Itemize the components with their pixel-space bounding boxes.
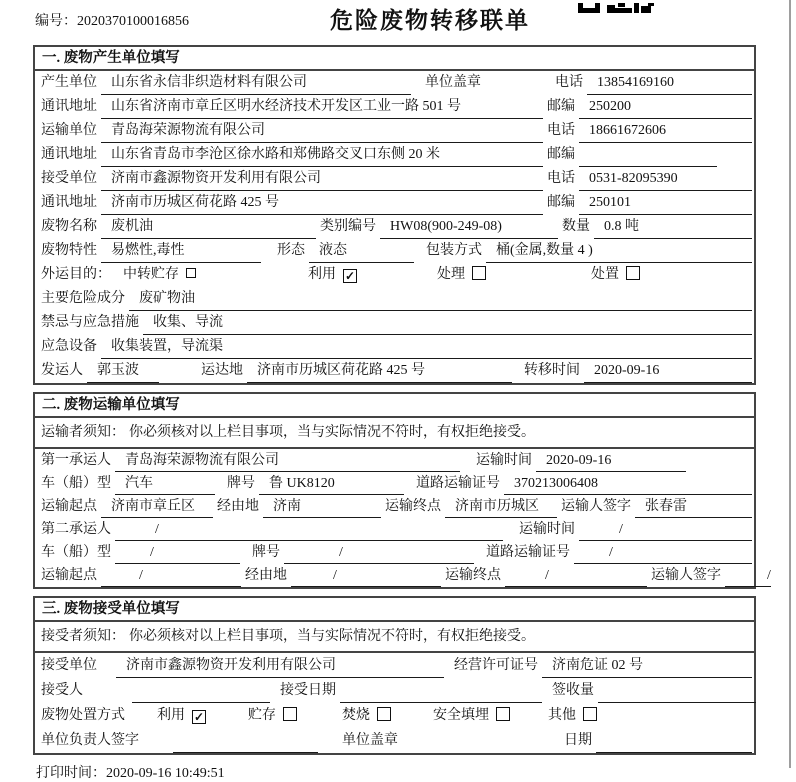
road-permit-label: 道路运输证号 bbox=[486, 545, 570, 560]
row-taboo bbox=[35, 311, 754, 335]
serial-number bbox=[35, 10, 189, 30]
via-label: 经由地 bbox=[217, 499, 259, 514]
category-label: 类别编号 bbox=[320, 219, 376, 234]
transfer-time-label: 转移时间 bbox=[524, 363, 580, 378]
row-waste-trait bbox=[35, 239, 754, 263]
receiver-label: 接受单位 bbox=[41, 171, 97, 186]
disposal-option-storage: 贮存 bbox=[248, 703, 297, 728]
address-label: 通讯地址 bbox=[41, 99, 97, 114]
qr-code-fragment-icon bbox=[578, 0, 658, 10]
packing-label: 包装方式 bbox=[426, 243, 482, 258]
address-label: 通讯地址 bbox=[41, 195, 97, 210]
date-label: 日期 bbox=[564, 733, 592, 748]
page-edge-divider bbox=[789, 0, 791, 768]
waste-name-value: 废机油 bbox=[101, 215, 316, 239]
category-code-value: HW08(900-249-08) bbox=[380, 215, 558, 239]
terminal2-value: / bbox=[505, 564, 647, 587]
date-value bbox=[596, 728, 752, 753]
acceptor-value bbox=[132, 678, 270, 703]
row-disposal bbox=[35, 703, 754, 728]
phone-label: 电话 bbox=[555, 75, 583, 90]
row-route2 bbox=[35, 564, 771, 587]
carrier-sign-label: 运输人签字 bbox=[561, 499, 631, 514]
disposal-label: 废物处置方式 bbox=[41, 708, 125, 723]
via1-value: 济南 bbox=[263, 495, 381, 518]
carrier-sign1-value: 张春雷 bbox=[635, 495, 752, 518]
receiver-address-value: 济南市历城区荷花路 425 号 bbox=[101, 191, 543, 215]
carrier2-label: 第二承运人 bbox=[41, 522, 111, 537]
receiver-value: 济南市鑫源物资开发利用有限公司 bbox=[101, 167, 543, 191]
transporter-phone-value: 18661672606 bbox=[579, 119, 752, 143]
destination-label: 运达地 bbox=[201, 363, 243, 378]
purpose-option-transfer-storage: 中转贮存 bbox=[123, 263, 196, 287]
equipment-label: 应急设备 bbox=[41, 339, 97, 354]
section-receiver bbox=[33, 596, 756, 755]
notice-text: 你必须核对以上栏目事项，当与实际情况不符时，有权拒绝接受。 bbox=[129, 425, 535, 440]
row-receiver bbox=[35, 167, 754, 191]
origin-label: 运输起点 bbox=[41, 568, 97, 583]
received-amount-label: 签收量 bbox=[552, 683, 594, 698]
notice-label: 接受者须知： bbox=[41, 629, 125, 644]
disposal-option-utilize: 利用 ✓ bbox=[157, 708, 205, 724]
receiver-phone-value: 0531-82095390 bbox=[579, 167, 752, 191]
purpose-option-dispose: 处置 bbox=[591, 263, 640, 287]
head-sign-value bbox=[173, 728, 318, 753]
terminal-label: 运输终点 bbox=[385, 499, 441, 514]
road-permit-label: 道路运输证号 bbox=[416, 476, 500, 491]
row-vehicle2 bbox=[35, 541, 754, 564]
disposal-option-incinerate: 焚烧 bbox=[342, 703, 391, 728]
via-label: 经由地 bbox=[245, 568, 287, 583]
seal-label: 单位盖章 bbox=[425, 75, 481, 90]
plate-label: 牌号 bbox=[227, 476, 255, 491]
producer-zip-value: 250200 bbox=[579, 95, 752, 119]
row-acceptor bbox=[35, 678, 754, 703]
form-value: 液态 bbox=[309, 239, 414, 263]
transporter-value: 青岛海荣源物流有限公司 bbox=[101, 119, 543, 143]
receiver-notice bbox=[35, 622, 754, 653]
zip-label: 邮编 bbox=[547, 147, 575, 162]
destination-value: 济南市历城区荷花路 425 号 bbox=[247, 359, 512, 383]
carrier1-value: 青岛海荣源物流有限公司 bbox=[115, 449, 460, 472]
checkbox-unchecked-icon bbox=[377, 707, 391, 721]
row-hazard bbox=[35, 287, 754, 311]
checkbox-unchecked-icon bbox=[472, 266, 486, 280]
road-permit2-value: / bbox=[574, 541, 752, 564]
transport-time2-value: / bbox=[579, 518, 752, 541]
section-producer-header: 一. 废物产生单位填写 bbox=[35, 47, 754, 71]
vehicle-label: 车（船）型 bbox=[41, 545, 111, 560]
equipment-value: 收集装置，导流渠 bbox=[101, 335, 752, 359]
plate2-value: / bbox=[284, 541, 474, 564]
quantity-value: 0.8 吨 bbox=[594, 215, 752, 239]
producer-value: 山东省永信非织造材料有限公司 bbox=[101, 71, 411, 95]
purpose-option-utilize: 利用 ✓ bbox=[308, 267, 356, 283]
receiver-value: 济南市鑫源物资开发利用有限公司 bbox=[116, 653, 444, 678]
checkbox-checked-icon: ✓ bbox=[344, 269, 356, 283]
disposal-option-landfill: 安全填埋 bbox=[433, 703, 510, 728]
receiver-zip-value: 250101 bbox=[579, 191, 752, 215]
zip-label: 邮编 bbox=[547, 99, 575, 114]
packing-value: 桶(金属,数量 4 ) bbox=[486, 239, 752, 263]
via2-value: / bbox=[291, 564, 441, 587]
transporter-notice bbox=[35, 418, 754, 449]
phone-label: 电话 bbox=[547, 123, 575, 138]
section-transporter-header: 二. 废物运输单位填写 bbox=[35, 394, 754, 418]
purpose-label: 外运目的： bbox=[41, 267, 111, 282]
checkbox-unchecked-icon bbox=[626, 266, 640, 280]
row-equipment bbox=[35, 335, 754, 359]
checkbox-unchecked-icon bbox=[583, 707, 597, 721]
plate1-value: 鲁 UK8120 bbox=[259, 472, 404, 495]
seal-label: 单位盖章 bbox=[342, 733, 398, 748]
origin1-value: 济南市章丘区 bbox=[101, 495, 213, 518]
taboo-label: 禁忌与应急措施 bbox=[41, 315, 139, 330]
section-producer bbox=[33, 45, 756, 385]
transfer-time-value: 2020-09-16 bbox=[584, 359, 752, 383]
phone-label: 电话 bbox=[547, 171, 575, 186]
hazard-value: 废矿物油 bbox=[129, 287, 752, 311]
form-label: 形态 bbox=[277, 243, 305, 258]
shipper-value: 郭玉波 bbox=[87, 359, 159, 383]
notice-label: 运输者须知： bbox=[41, 425, 125, 440]
vehicle1-value: 汽车 bbox=[115, 472, 215, 495]
row-transporter bbox=[35, 119, 754, 143]
row-accept-unit bbox=[35, 653, 754, 678]
vehicle-label: 车（船）型 bbox=[41, 476, 111, 491]
quantity-label: 数量 bbox=[562, 219, 590, 234]
disposal-option-other: 其他 bbox=[548, 703, 597, 728]
received-amount-value bbox=[598, 678, 756, 703]
page-title: 危险废物转移联单 bbox=[330, 8, 530, 33]
row-purpose bbox=[35, 263, 754, 287]
row-route1 bbox=[35, 495, 754, 518]
taboo-value: 收集、导流 bbox=[143, 311, 752, 335]
origin2-value: / bbox=[101, 564, 241, 587]
road-permit1-value: 370213006408 bbox=[504, 472, 752, 495]
origin-label: 运输起点 bbox=[41, 499, 97, 514]
permit-label: 经营许可证号 bbox=[454, 658, 538, 673]
terminal-label: 运输终点 bbox=[445, 568, 501, 583]
notice-text: 你必须核对以上栏目事项，当与实际情况不符时，有权拒绝接受。 bbox=[129, 629, 535, 644]
terminal1-value: 济南市历城区 bbox=[445, 495, 557, 518]
row-carrier2 bbox=[35, 518, 754, 541]
address-label: 通讯地址 bbox=[41, 147, 97, 162]
row-vehicle1 bbox=[35, 472, 754, 495]
carrier2-value: / bbox=[115, 518, 503, 541]
checkbox-checked-icon: ✓ bbox=[193, 710, 205, 724]
carrier1-label: 第一承运人 bbox=[41, 453, 111, 468]
transporter-zip-value bbox=[579, 143, 717, 167]
serial-label: 编号： bbox=[35, 14, 77, 29]
row-receiver-address bbox=[35, 191, 754, 215]
transport-time1-value: 2020-09-16 bbox=[536, 449, 686, 472]
checkbox-unchecked-icon bbox=[496, 707, 510, 721]
checkbox-unchecked-icon bbox=[186, 268, 196, 278]
print-time-value: 2020-09-16 10:49:51 bbox=[106, 766, 225, 781]
waste-name-label: 废物名称 bbox=[41, 219, 97, 234]
row-waste-name bbox=[35, 215, 754, 239]
transport-time-label: 运输时间 bbox=[519, 522, 575, 537]
checkbox-unchecked-icon bbox=[283, 707, 297, 721]
row-shipper bbox=[35, 359, 754, 383]
section-receiver-header: 三. 废物接受单位填写 bbox=[35, 598, 754, 622]
hazard-label: 主要危险成分 bbox=[41, 291, 125, 306]
carrier-sign2-value: / bbox=[725, 564, 771, 587]
transport-time-label: 运输时间 bbox=[476, 453, 532, 468]
plate-label: 牌号 bbox=[252, 545, 280, 560]
row-carrier1 bbox=[35, 449, 754, 472]
row-head-sign bbox=[35, 728, 754, 753]
producer-phone-value: 13854169160 bbox=[587, 71, 752, 95]
carrier-sign-label: 运输人签字 bbox=[651, 568, 721, 583]
permit-value: 济南危证 02 号 bbox=[542, 653, 752, 678]
section-transporter bbox=[33, 392, 771, 589]
zip-label: 邮编 bbox=[547, 195, 575, 210]
acceptor-label: 接受人 bbox=[41, 683, 83, 698]
transporter-label: 运输单位 bbox=[41, 123, 97, 138]
accept-date-value bbox=[340, 678, 542, 703]
head-sign-label: 单位负责人签字 bbox=[41, 733, 139, 748]
trait-label: 废物特性 bbox=[41, 243, 97, 258]
manifest-form bbox=[33, 45, 771, 782]
transporter-address-value: 山东省青岛市李沧区徐水路和郑佛路交叉口东侧 20 米 bbox=[101, 143, 543, 167]
accept-date-label: 接受日期 bbox=[280, 683, 336, 698]
print-time bbox=[36, 762, 756, 782]
producer-label: 产生单位 bbox=[41, 75, 97, 90]
trait-value: 易燃性,毒性 bbox=[101, 239, 261, 263]
vehicle2-value: / bbox=[115, 541, 240, 564]
row-producer-address bbox=[35, 95, 754, 119]
serial-value: 2020370100016856 bbox=[77, 14, 189, 29]
purpose-option-treat: 处理 bbox=[437, 263, 486, 287]
producer-address-value: 山东省济南市章丘区明水经济技术开发区工业一路 501 号 bbox=[101, 95, 543, 119]
print-time-label: 打印时间： bbox=[36, 766, 106, 781]
receiver-label: 接受单位 bbox=[41, 658, 97, 673]
row-transporter-address bbox=[35, 143, 754, 167]
row-producer bbox=[35, 71, 754, 95]
shipper-label: 发运人 bbox=[41, 363, 83, 378]
